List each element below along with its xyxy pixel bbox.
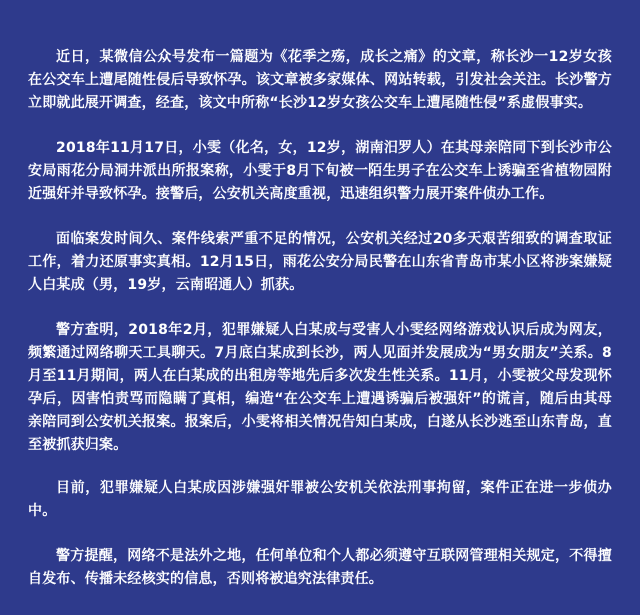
paragraph-findings: 警方查明，2018年2月，犯罪嫌疑人白某成与受害人小雯经网络游戏认识后成为网友，频繁通过网络聊天工具聊天。7月底白某成到长沙，两人见面并发展成为“男女朋友”关系。8月至11月期间，两人在白某成的出租房等地先后多次发生性关系。11月，小雯被父母发现怀孕后，因害怕责骂而隐瞒了真相，编造“在公交车上遭遇诱骗后被强奸”的谎言，随后由其母亲陪同到公安机关报案。报案后，小雯将相关情况告知白某成，白遂从长沙逃至山东青岛，直至被抓获归案。 [28, 322, 612, 453]
paragraph-investigation: 面临案发时间久、案件线索严重不足的情况，公安机关经过20多天艰苦细致的调查取证工作，着力还原事实真相。12月15日，雨花公安分局民警在山东省青岛市某小区将涉案嫌疑人白某成（男，19岁，云南昭通人）抓获。 [28, 231, 612, 293]
paragraph-intro: 近日，某微信公众号发布一篇题为《花季之殇，成长之痛》的文章，称长沙一12岁女孩在公交车上遭尾随性侵后导致怀孕。该文章被多家媒体、网站转载，引发社会关注。长沙警方立即就此展开调查，经查，该文中所称“长沙12岁女孩公交车上遭尾随性侵”系虚假事实。 [28, 49, 612, 111]
paragraph-report: 2018年11月17日，小雯（化名，女，12岁，湖南汨罗人）在其母亲陪同下到长沙市公安局雨花分局洞井派出所报案称，小雯于8月下旬被一陌生男子在公交车上诱骗至省植物园附近强奸并导致怀孕。接警后，公安机关高度重视，迅速组织警力展开案件侦办工作。 [28, 140, 612, 202]
paragraph-status: 目前，犯罪嫌疑人白某成因涉嫌强奸罪被公安机关依法刑事拘留，案件正在进一步侦办中。 [28, 480, 612, 519]
paragraph-warning: 警方提醒，网络不是法外之地，任何单位和个人都必须遵守互联网管理相关规定，不得擅自发布、传播未经核实的信息，否则将被追究法律责任。 [28, 548, 612, 587]
